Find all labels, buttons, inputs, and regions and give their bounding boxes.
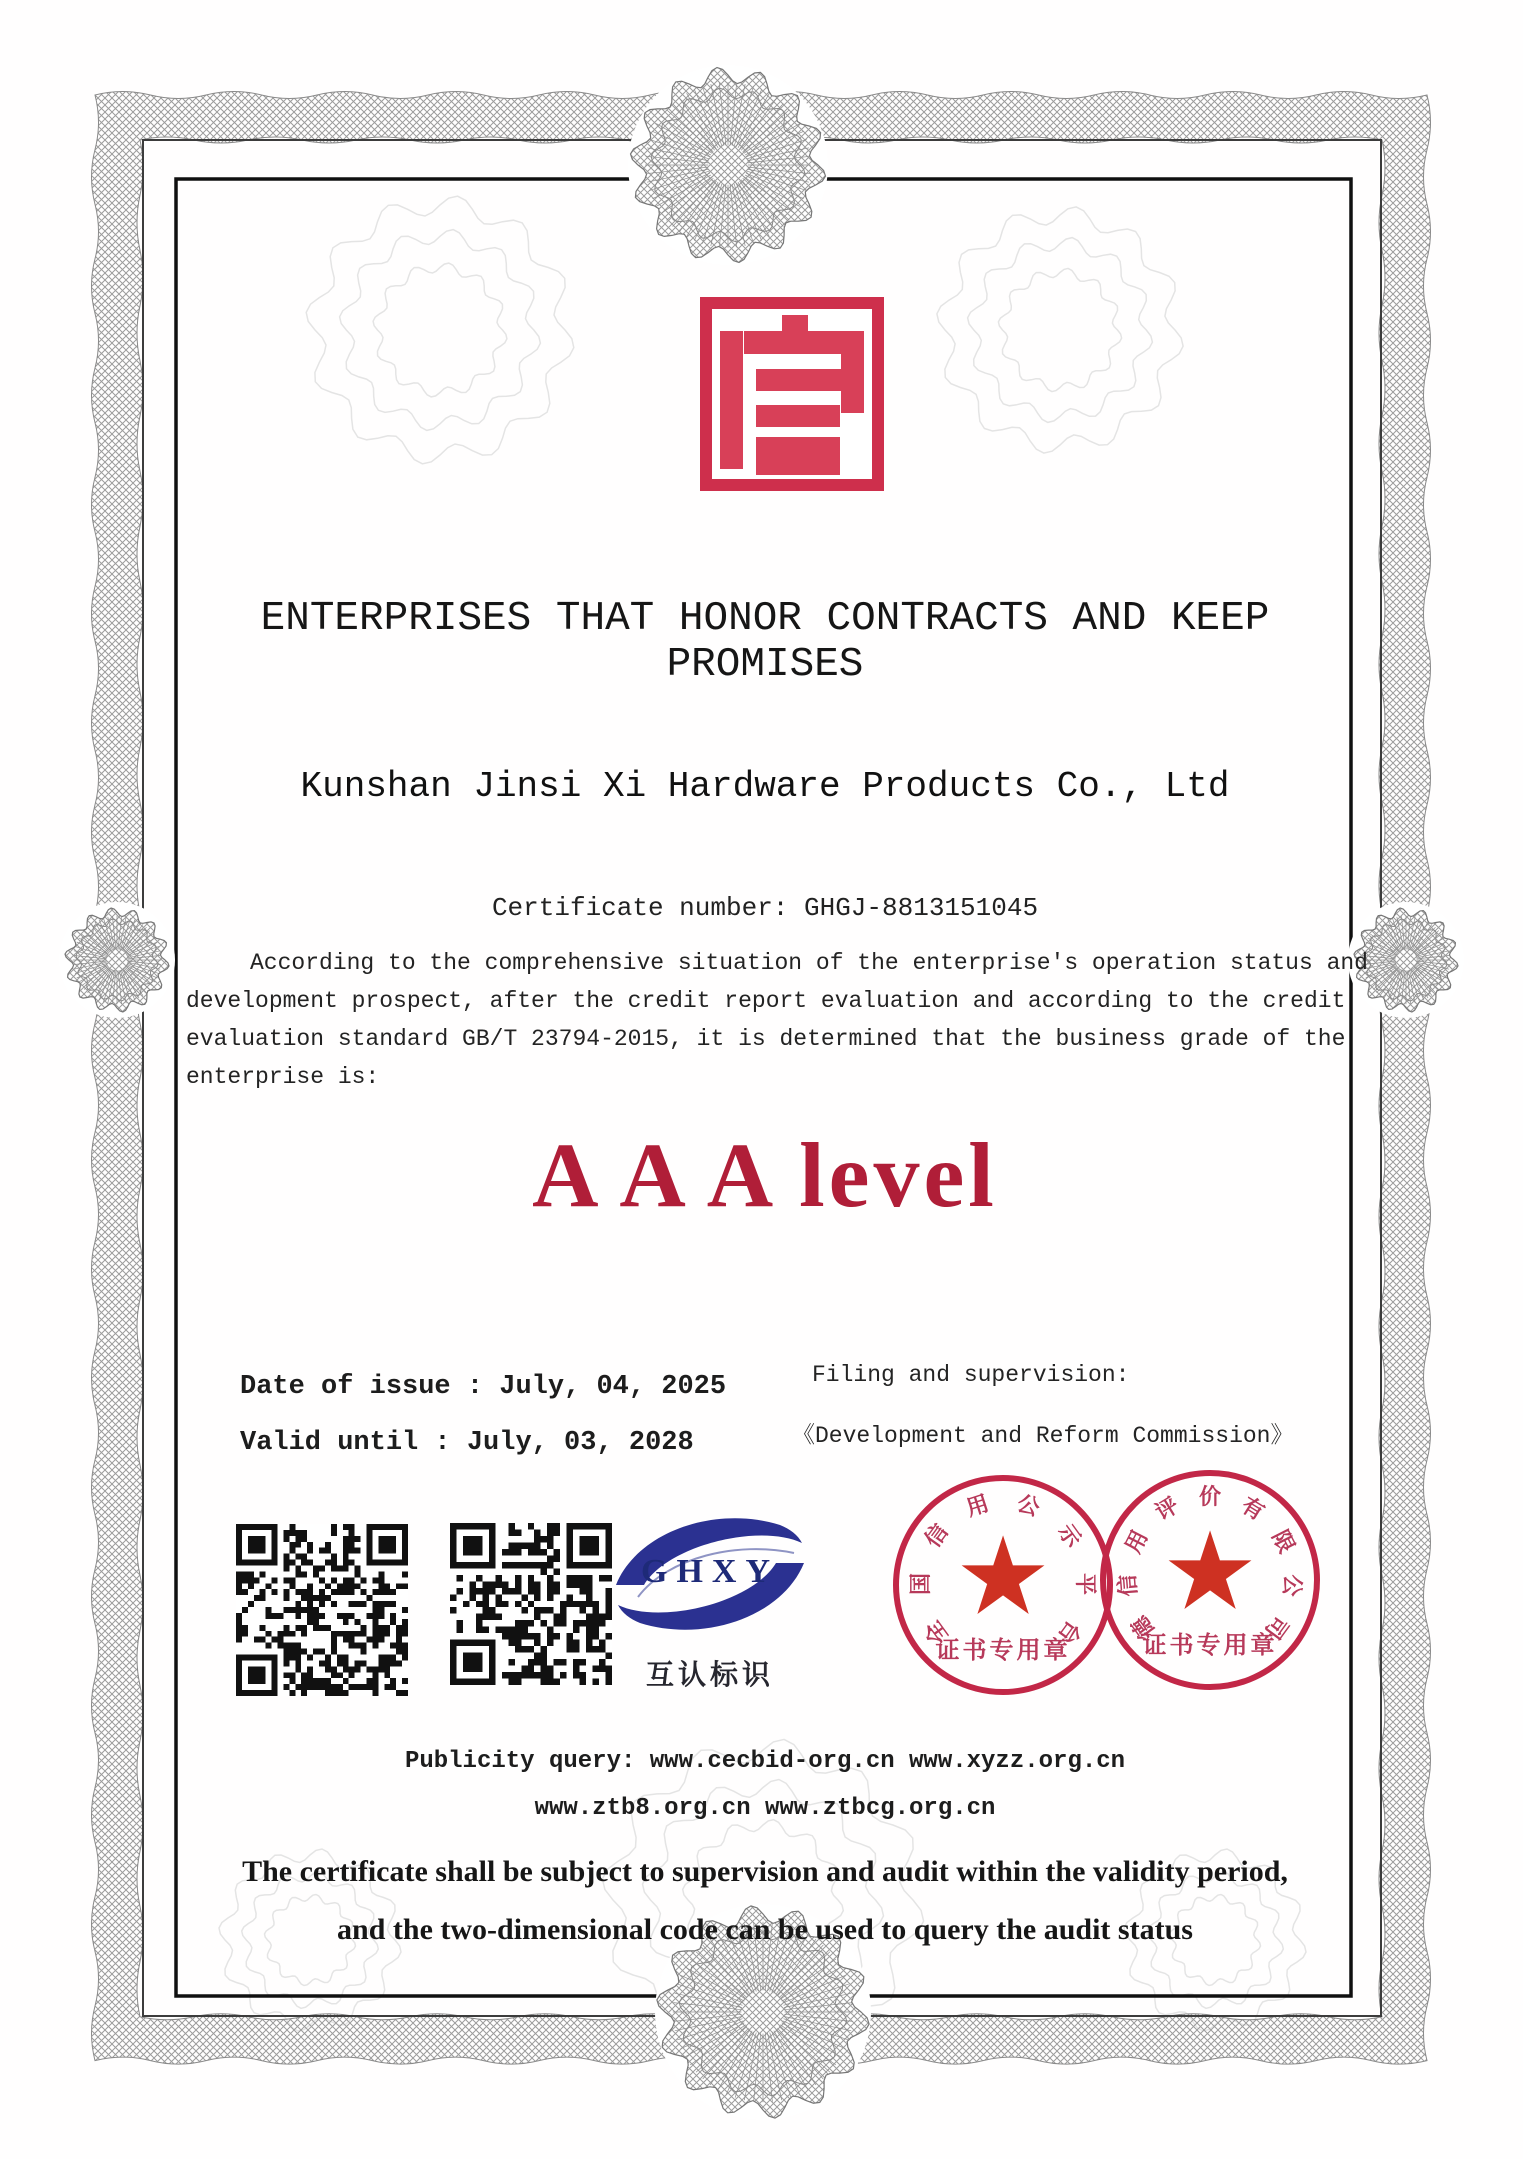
- date-of-issue-label: Date of issue :: [240, 1372, 484, 1402]
- seal-arc-char: 信: [919, 1519, 953, 1552]
- seal-arc-char: 评: [1150, 1492, 1183, 1526]
- seal-arc-char: 有: [1237, 1492, 1270, 1526]
- red-star-icon: ★: [1161, 1513, 1259, 1633]
- seal-arc-char: 德: [1126, 1611, 1160, 1644]
- seal-arc-char: 公: [1014, 1490, 1043, 1521]
- seal-arc-char: 平: [1073, 1572, 1098, 1595]
- seal-arc-char: 用: [1120, 1526, 1153, 1558]
- emblem-stroke: [720, 331, 743, 469]
- seal-arc-char: 国: [908, 1573, 933, 1596]
- seal-arc-char: 限: [1267, 1526, 1300, 1558]
- date-of-issue: [240, 1372, 726, 1402]
- seal-arc-char: 司: [1260, 1611, 1294, 1644]
- seal-arc-char: 信: [1114, 1573, 1142, 1598]
- publicity-query-line1: Publicity query: www.cecbid-org.cn www.xyzz.org.cn: [404, 1748, 1126, 1775]
- seal-arc-char: 用: [963, 1490, 992, 1521]
- date-of-issue-value: July, 04, 2025: [499, 1372, 727, 1402]
- filing-supervision-label: Filing and supervision:: [812, 1362, 1130, 1388]
- valid-until: [240, 1428, 694, 1458]
- seal-arc-char: 全: [919, 1616, 953, 1649]
- round-seal-right: [1100, 1470, 1320, 1690]
- qr-code-right: [450, 1523, 612, 1685]
- grade-level: A A A level: [532, 1124, 998, 1226]
- ghxy-logo: [608, 1505, 812, 1705]
- seal-bottom-text: 证书专用章: [1142, 1632, 1278, 1659]
- emblem-stroke: [744, 331, 856, 354]
- round-seal-left: [893, 1475, 1113, 1695]
- seal-bottom-text: 证书专用章: [935, 1637, 1071, 1664]
- credit-seal-emblem: [700, 297, 884, 491]
- ghxy-caption: 互认标识: [645, 1659, 774, 1690]
- emblem-stroke: [756, 405, 840, 427]
- certificate-title: ENTERPRISES THAT HONOR CONTRACTS AND KEEP PROMISES: [260, 596, 1270, 688]
- valid-until-label: Valid until :: [240, 1428, 451, 1458]
- seal-arc-char: 公: [1278, 1573, 1306, 1598]
- seal-arc-char: 台: [1053, 1616, 1087, 1649]
- certificate-body-text: According to the comprehensive situation of the enterprise's operation status and development prospect, after the credit report evaluation and according to the credit evaluation standard GB/T 23794-2015, it is determined that the business grade of the enterprise is:: [186, 950, 1368, 1090]
- seal-arc-char: 示: [1053, 1519, 1087, 1552]
- footer-line2: and the two-dimensional code can be used to query the audit status: [337, 1913, 1193, 1946]
- emblem-stroke: [776, 448, 818, 464]
- publicity-query-line2: www.ztb8.org.cn www.ztbcg.org.cn: [534, 1795, 996, 1822]
- valid-until-value: July, 03, 2028: [466, 1428, 694, 1458]
- footer-line1: The certificate shall be subject to supervision and audit within the validity period,: [242, 1855, 1288, 1888]
- company-name: Kunshan Jinsi Xi Hardware Products Co., Ltd: [300, 766, 1230, 807]
- red-star-icon: ★: [954, 1518, 1052, 1638]
- qr-code-left: [236, 1524, 408, 1696]
- seal-arc-char: 价: [1198, 1484, 1221, 1509]
- filing-supervision-org: 《Development and Reform Commission》: [792, 1423, 1294, 1449]
- emblem-stroke: [756, 369, 864, 391]
- ghxy-acronym: GHXY: [641, 1553, 779, 1590]
- certificate-number: Certificate number: GHGJ-8813151045: [491, 893, 1039, 923]
